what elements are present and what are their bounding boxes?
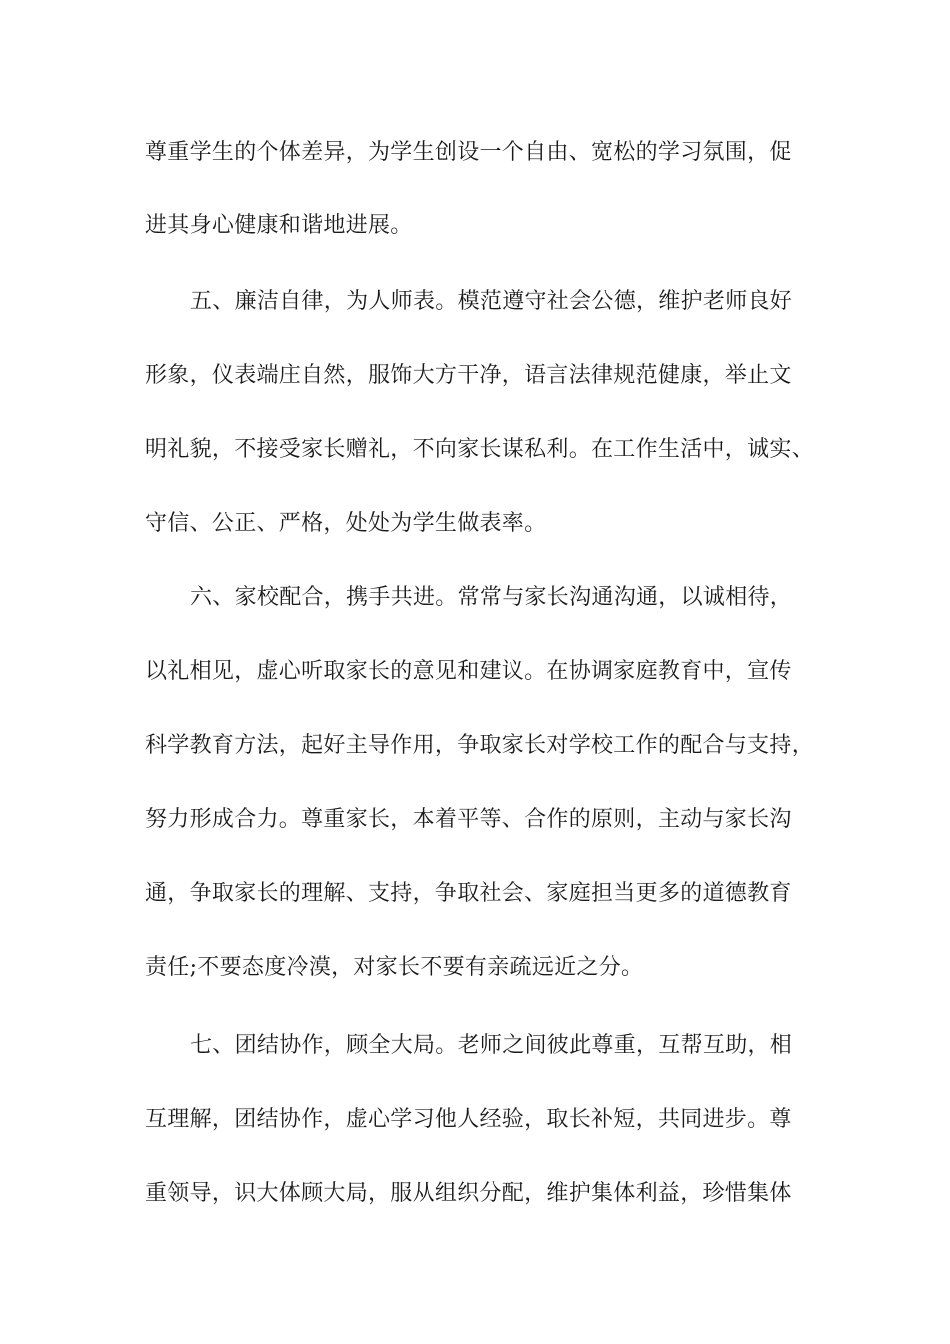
text-line: 科学教育方法，起好主导作用，争取家长对学校工作的配合与支持， xyxy=(145,733,815,758)
text-line: 进其身心健康和谐地进展。 xyxy=(145,213,413,238)
text-line: 以礼相见，虚心听取家长的意见和建议。在协调家庭教育中，宣传 xyxy=(145,659,792,684)
text-line: 形象，仪表端庄自然，服饰大方干净，语言法律规范健康，举止文 xyxy=(145,363,792,388)
paragraph-start-line: 七、团结协作，顾全大局。老师之间彼此尊重，互帮互助，相 xyxy=(190,1033,793,1058)
text-line: 重领导，识大体顾大局，服从组织分配，维护集体利益，珍惜集体 xyxy=(145,1181,792,1206)
text-line: 互理解，团结协作，虚心学习他人经验，取长补短，共同进步。尊 xyxy=(145,1107,792,1132)
text-line: 通，争取家长的理解、支持，争取社会、家庭担当更多的道德教育 xyxy=(145,881,792,906)
paragraph-start-line: 五、廉洁自律，为人师表。模范遵守社会公德，维护老师良好 xyxy=(190,289,793,314)
text-line: 尊重学生的个体差异，为学生创设一个自由、宽松的学习氛围，促 xyxy=(145,140,792,165)
text-line: 守信、公正、严格，处处为学生做表率。 xyxy=(145,511,547,536)
paragraph-start-line: 六、家校配合，携手共进。常常与家长沟通沟通，以诚相待， xyxy=(190,585,793,610)
text-line: 努力形成合力。尊重家长，本着平等、合作的原则，主动与家长沟 xyxy=(145,807,792,832)
text-line: 明礼貌，不接受家长赠礼，不向家长谋私利。在工作生活中，诚实、 xyxy=(145,437,815,462)
text-line: 责任;不要态度冷漠，对家长不要有亲疏远近之分。 xyxy=(145,955,644,980)
